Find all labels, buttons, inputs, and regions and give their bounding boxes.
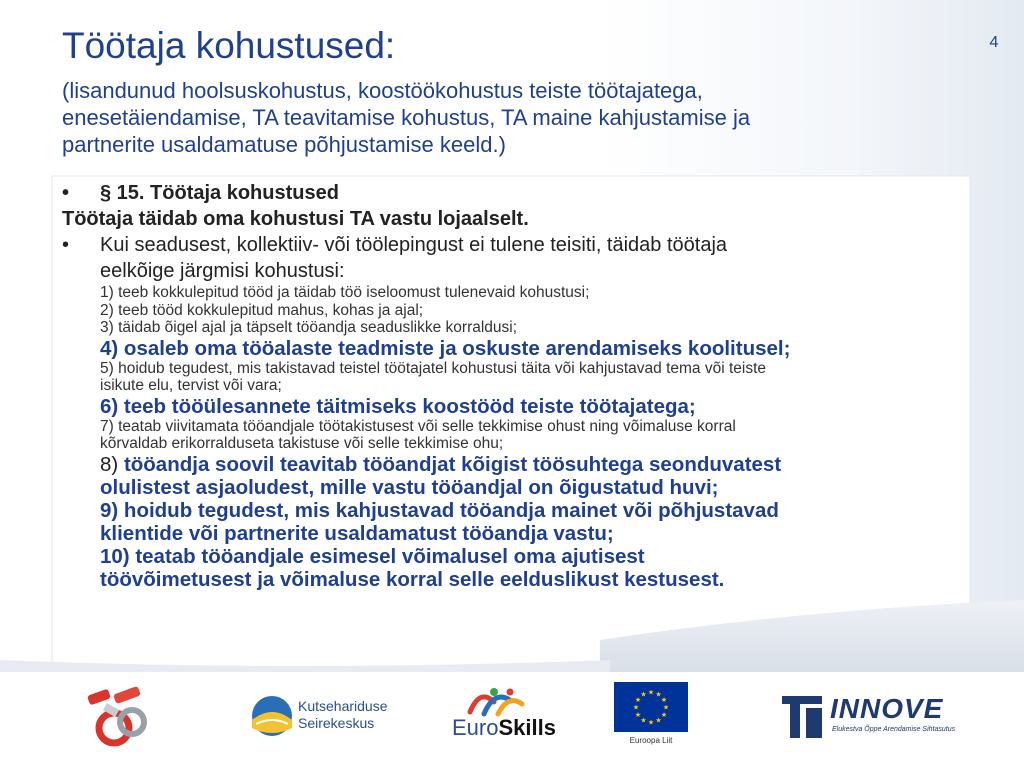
intro-line: eelkõige järgmisi kohustusi:: [100, 260, 345, 282]
euroskills-figure-icon: [460, 684, 530, 718]
slide-number: 4: [989, 34, 999, 51]
subtitle-line: partnerite usaldamatuse põhjustamise keeld.): [62, 132, 506, 157]
euroskills-skills: Skills: [498, 715, 556, 740]
eu-star-icon: ★: [655, 717, 662, 725]
slide-subtitle: [62, 77, 882, 158]
eu-star-icon: ★: [660, 712, 668, 719]
slide-title: Töötaja kohustused:: [62, 25, 396, 66]
eu-star-icon: ★: [632, 704, 640, 712]
intro-row: [62, 232, 962, 258]
duty-item-5: 5) hoidub tegudest, mis takistavad teistel töötajatel kohustusi täita või kahjustavad tema või teiste: [100, 359, 767, 377]
eu-star-icon: ★: [660, 697, 668, 704]
intro-line: Kui seadusest, kollektiiv- või töölepingust ei tulene teisiti, täidab töötaja: [100, 234, 728, 256]
duty-item-6: 6) teeb tööülesannete täitmiseks koostööd teiste töötajatega;: [100, 394, 696, 418]
euroskills-wordmark: [452, 716, 556, 740]
subtitle-line: enesetäiendamise, TA teavitamise kohustus, TA maine kahjustamise ja: [62, 105, 751, 130]
section-heading: § 15. Töötaja kohustused: [100, 182, 339, 204]
duty-item-9: 9) hoidub tegudest, mis kahjustavad tööandja mainet või põhjustavad: [100, 498, 779, 522]
bullet-icon: •: [62, 182, 70, 204]
eu-star-icon: ★: [634, 697, 642, 704]
duty-item-8-number: 8): [100, 452, 124, 476]
duty-item-9-cont: klientide või partnerite usaldamatust tööandja vastu;: [100, 521, 614, 545]
seirekeskus-label: [298, 698, 388, 732]
loyalty-line: Töötaja täidab oma kohustusi TA vastu lojaalselt.: [62, 208, 529, 230]
duty-item-7: 7) teatab viivitamata tööandjale töötakistusest või selle tekkimise ohust ning võimaluse korral: [100, 417, 736, 435]
duty-item-5-cont: isikute elu, tervist või vara;: [100, 377, 282, 394]
duty-item-10-cont: töövõimetusest ja võimaluse korral selle eelduslikust kestusest.: [100, 567, 725, 591]
slide-body: [62, 180, 962, 591]
eu-star-icon: ★: [647, 719, 655, 727]
euroskills-euro: Euro: [452, 715, 499, 740]
innove-tagline: Elukestva Õppe Arendamise Sihtasutus: [832, 726, 956, 733]
seirekeskus-line1: Kutsehariduse: [298, 698, 388, 714]
eu-star-icon: ★: [640, 691, 647, 699]
seirekeskus-emblem: [250, 694, 294, 738]
duty-item-10: 10) teatab tööandjale esimesel võimalusel oma ajutisest: [100, 544, 645, 568]
innove-emblem: [778, 694, 826, 740]
duty-item-7-cont: kõrvaldab erikorralduseta takistuse või selle tekkimise ohu;: [100, 435, 504, 452]
eu-caption: Euroopa Liit: [629, 736, 673, 745]
duty-item-8-text: tööandja soovil teavitab tööandjat kõigist töösuhtega seonduvatest: [123, 452, 782, 476]
subtitle-line: (lisandunud hoolsuskohustus, koostöökohustus teiste töötajatega,: [62, 78, 703, 103]
seirekeskus-line2: Seirekeskus: [298, 715, 375, 731]
duty-item-1: 1) teeb kokkulepitud tööd ja täidab töö iseloomust tulenevaid kohustusi;: [100, 284, 590, 301]
bullet-icon: •: [62, 234, 70, 256]
innove-wordmark: INNOVE: [830, 693, 944, 724]
eu-star-icon: ★: [655, 691, 662, 699]
eu-star-icon: ★: [634, 712, 642, 719]
duty-item-4: 4) osaleb oma tööalaste teadmiste ja oskuste arendamiseks koolitusel;: [100, 336, 791, 360]
logo-footer: [0, 672, 1024, 768]
eu-star-icon: ★: [640, 717, 647, 725]
eu-star-icon: ★: [662, 704, 670, 712]
kutseharidus-logo: [84, 686, 164, 756]
eu-flag-icon: [614, 682, 688, 732]
duty-item-3: 3) täidab õigel ajal ja täpselt tööandja seaduslikke korraldusi;: [100, 319, 518, 336]
duty-item-2: 2) teeb tööd kokkulepitud mahus, kohas ja ajal;: [100, 301, 424, 319]
duty-item-8-cont: olulistest asjaoludest, mille vastu tööandjal on õigustatud huvi;: [100, 475, 719, 499]
section-heading-row: [62, 180, 962, 206]
eu-star-icon: ★: [647, 689, 655, 697]
duty-item-8: [100, 453, 962, 476]
